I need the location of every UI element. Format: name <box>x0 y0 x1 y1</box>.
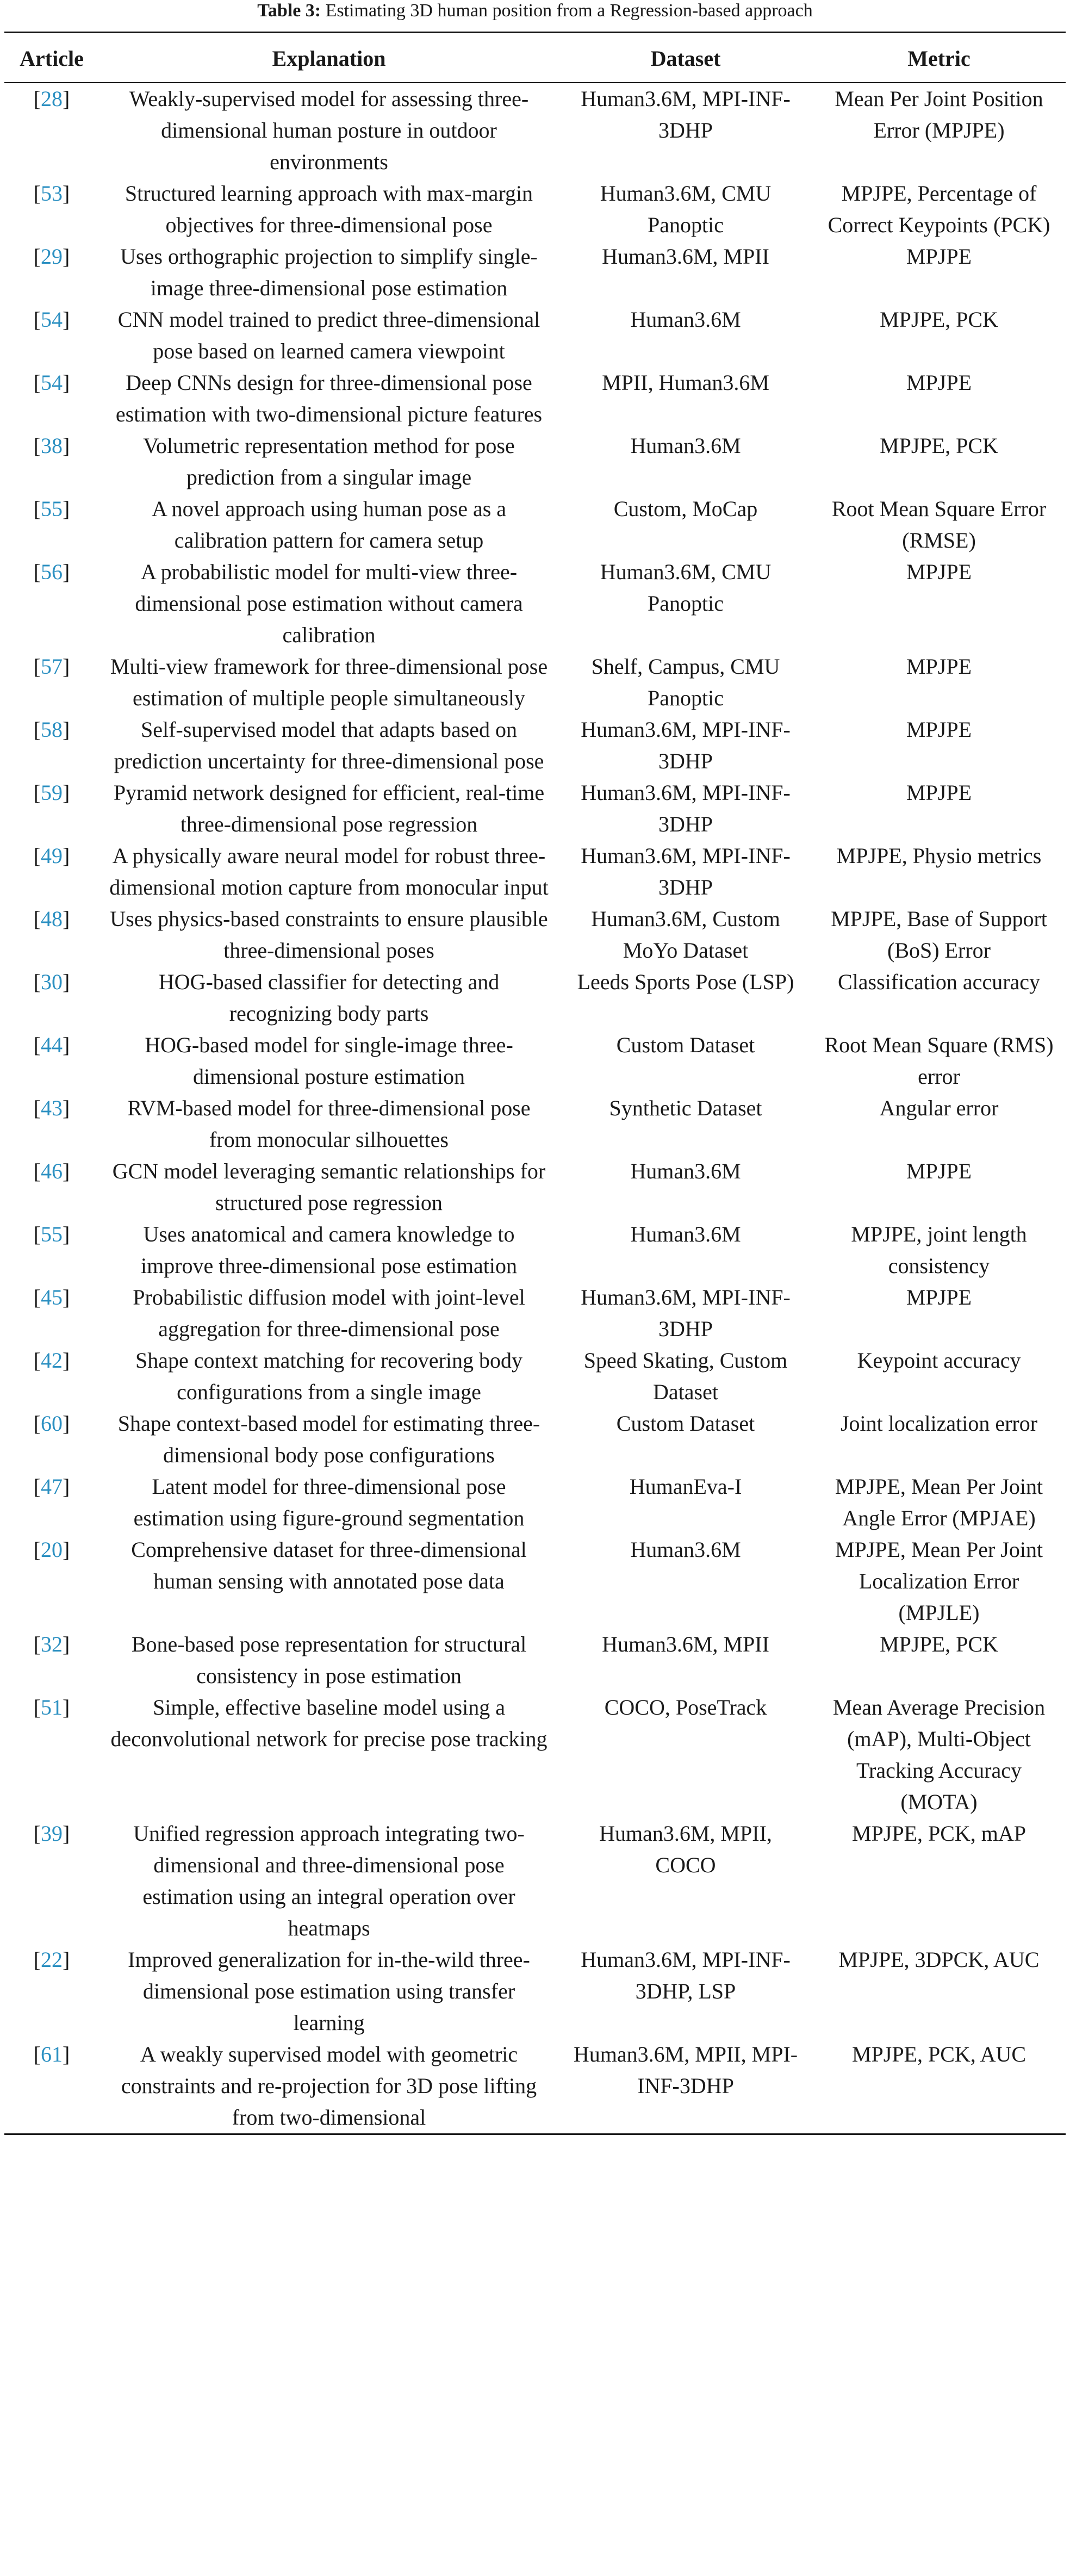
table-row <box>4 1692 1066 1818</box>
table-caption-text: Estimating 3D human position from a Regression-based approach <box>325 1 813 21</box>
dataset-cell: Synthetic Dataset <box>609 1096 762 1120</box>
metric-cell: MPJPE <box>906 1159 972 1183</box>
metric-cell: MPJPE, PCK, mAP <box>851 1821 1027 1846</box>
citation-link[interactable]: 47 <box>41 1474 63 1499</box>
explanation-cell: A weakly supervised model with geometric constraints and re-projection for 3D pose lifting from two-dimensional <box>99 2039 559 2134</box>
article-citation: [54] <box>33 370 70 395</box>
dataset-cell: Human3.6M <box>630 1537 741 1562</box>
dataset-cell: Human3.6M, MPI-INF-3DHP <box>581 86 791 142</box>
explanation-cell: HOG-based model for single-image three-dimensional posture estimation <box>145 1033 513 1089</box>
table-row <box>4 178 1066 241</box>
table-row <box>4 714 1066 777</box>
explanation-cell: A physically aware neural model for robust three-dimensional motion capture from monocular input <box>109 843 549 899</box>
header-explanation: Explanation <box>99 33 559 83</box>
table-row <box>4 1156 1066 1219</box>
table-row <box>4 651 1066 714</box>
article-citation: [30] <box>33 970 70 994</box>
explanation-cell: Shape context matching for recovering body configurations from a single image <box>135 1348 522 1404</box>
metric-cell: MPJPE, 3DPCK, AUC <box>838 1947 1040 1972</box>
citation-link[interactable]: 42 <box>41 1348 63 1373</box>
article-citation: [54] <box>33 307 70 332</box>
table-row <box>4 493 1066 556</box>
metric-cell: MPJPE <box>906 1285 972 1309</box>
article-citation: [20] <box>33 1537 70 1562</box>
citation-link[interactable]: 44 <box>41 1033 63 1057</box>
explanation-cell: A novel approach using human pose as a calibration pattern for camera setup <box>151 496 507 553</box>
metric-cell: MPJPE, Mean Per Joint Angle Error (MPJAE) <box>835 1474 1043 1530</box>
table-row <box>4 2039 1066 2134</box>
explanation-cell: Uses orthographic projection to simplify single-image three-dimensional pose estimation <box>120 244 538 300</box>
dataset-cell: Custom, MoCap <box>613 496 758 521</box>
dataset-cell: Shelf, Campus, CMU Panoptic <box>591 654 780 710</box>
citation-link[interactable]: 54 <box>41 307 63 332</box>
citation-link[interactable]: 39 <box>41 1821 63 1846</box>
explanation-cell: HOG-based classifier for detecting and recognizing body parts <box>158 970 500 1026</box>
table-body <box>4 83 1066 2134</box>
citation-link[interactable]: 32 <box>41 1632 63 1656</box>
article-citation: [53] <box>33 181 70 206</box>
table-row <box>4 83 1066 178</box>
article-citation: [55] <box>33 496 70 521</box>
explanation-cell: A probabilistic model for multi-view three-dimensional pose estimation without camera calibration <box>135 560 523 647</box>
table-row <box>4 1029 1066 1093</box>
citation-link[interactable]: 49 <box>41 843 63 868</box>
citation-link[interactable]: 51 <box>41 1695 63 1720</box>
metric-cell: Classification accuracy <box>837 970 1041 994</box>
explanation-cell: Uses anatomical and camera knowledge to improve three-dimensional pose estimation <box>140 1222 518 1278</box>
table-row <box>4 777 1066 840</box>
metric-cell: Root Mean Square Error (RMSE) <box>831 496 1047 553</box>
dataset-cell: Custom Dataset <box>616 1411 755 1436</box>
metric-cell: Mean Per Joint Position Error (MPJPE) <box>835 86 1043 142</box>
dataset-cell: Human3.6M, CMU Panoptic <box>600 181 772 237</box>
table-row <box>4 367 1066 430</box>
metric-cell: Root Mean Square (RMS) error <box>824 1033 1054 1089</box>
table-row <box>4 1219 1066 1282</box>
header-metric: Metric <box>812 33 1066 83</box>
citation-link[interactable]: 56 <box>41 560 63 584</box>
explanation-cell: CNN model trained to predict three-dimensional pose based on learned camera viewpoint <box>117 307 540 363</box>
table-row <box>4 1093 1066 1156</box>
article-citation: [38] <box>33 433 70 458</box>
citation-link[interactable]: 38 <box>41 433 63 458</box>
article-citation: [56] <box>33 560 70 584</box>
dataset-cell: Custom Dataset <box>616 1033 755 1057</box>
dataset-cell: COCO, PoseTrack <box>604 1695 767 1720</box>
metric-cell: MPJPE, PCK <box>880 433 998 458</box>
dataset-cell: Human3.6M <box>630 1159 741 1183</box>
dataset-cell: Human3.6M, MPII <box>602 1632 769 1656</box>
metric-cell: MPJPE, joint length consistency <box>851 1222 1027 1278</box>
metric-cell: MPJPE, Percentage of Correct Keypoints (PCK) <box>828 181 1050 237</box>
metric-cell: MPJPE <box>906 717 972 742</box>
explanation-cell: Latent model for three-dimensional pose estimation using figure-ground segmentation <box>133 1474 525 1530</box>
dataset-cell: Speed Skating, Custom Dataset <box>583 1348 788 1404</box>
table-row <box>4 1944 1066 2039</box>
metric-cell: MPJPE <box>906 560 972 584</box>
header-article: Article <box>4 33 99 83</box>
article-citation: [32] <box>33 1632 70 1656</box>
article-citation: [55] <box>33 1222 70 1246</box>
dataset-cell: Human3.6M, MPI-INF-3DHP <box>581 780 791 836</box>
metric-cell: MPJPE, PCK <box>880 1632 998 1656</box>
table-row <box>4 966 1066 1029</box>
explanation-cell: Comprehensive dataset for three-dimensional human sensing with annotated pose data <box>131 1537 527 1593</box>
article-citation: [61] <box>4 2039 99 2134</box>
table-row <box>4 556 1066 651</box>
citation-link[interactable]: 30 <box>41 970 63 994</box>
citation-link[interactable]: 60 <box>41 1411 63 1436</box>
article-citation: [57] <box>33 654 70 679</box>
dataset-cell: MPII, Human3.6M <box>602 370 769 395</box>
table-row <box>4 903 1066 966</box>
citation-link[interactable]: 43 <box>41 1096 63 1120</box>
dataset-cell: Human3.6M, MPII, COCO <box>599 1821 772 1877</box>
article-citation: [22] <box>33 1947 70 1972</box>
header-dataset: Dataset <box>559 33 812 83</box>
metric-cell: MPJPE, Physio metrics <box>836 843 1042 868</box>
citation-link[interactable]: 61 <box>41 2042 63 2066</box>
table-row <box>4 1282 1066 1345</box>
explanation-cell: Unified regression approach integrating two-dimensional and three-dimensional pose estimation using an integral operation over heatmaps <box>133 1821 525 1940</box>
explanation-cell: Uses physics-based constraints to ensure plausible three-dimensional poses <box>110 907 548 963</box>
citation-link[interactable]: 46 <box>41 1159 63 1183</box>
dataset-cell: Human3.6M, MPII <box>602 244 769 269</box>
dataset-cell: Human3.6M, MPI-INF-3DHP, LSP <box>581 1947 791 2003</box>
article-citation: [47] <box>33 1474 70 1499</box>
citation-link[interactable]: 55 <box>41 1222 63 1246</box>
article-citation: [28] <box>33 86 70 111</box>
metric-cell: MPJPE, Base of Support (BoS) Error <box>831 907 1047 963</box>
explanation-cell: Probabilistic diffusion model with joint-level aggregation for three-dimensional pose <box>133 1285 525 1341</box>
citation-link[interactable]: 28 <box>41 86 63 111</box>
article-citation: [48] <box>33 907 70 931</box>
table-caption <box>0 0 1070 22</box>
dataset-cell: Human3.6M, Custom MoYo Dataset <box>591 907 780 963</box>
explanation-cell: Pyramid network designed for efficient, real-time three-dimensional pose regression <box>113 780 545 836</box>
citation-link[interactable]: 57 <box>41 654 63 679</box>
citation-link[interactable]: 53 <box>41 181 63 206</box>
dataset-cell: Human3.6M, MPI-INF-3DHP <box>581 1285 791 1341</box>
table-row <box>4 430 1066 493</box>
explanation-cell: RVM-based model for three-dimensional pose from monocular silhouettes <box>127 1096 531 1152</box>
article-citation: [51] <box>33 1695 70 1720</box>
dataset-cell: Human3.6M, MPII, MPI-INF-3DHP <box>559 2039 812 2134</box>
dataset-cell: HumanEva-I <box>629 1474 742 1499</box>
explanation-cell: Multi-view framework for three-dimensional pose estimation of multiple people simultaneously <box>110 654 548 710</box>
table-header-row <box>4 33 1066 83</box>
metric-cell: Angular error <box>879 1096 999 1120</box>
article-citation: [39] <box>33 1821 70 1846</box>
citation-link[interactable]: 20 <box>41 1537 63 1562</box>
explanation-cell: Simple, effective baseline model using a deconvolutional network for precise pose tracking <box>110 1695 548 1751</box>
explanation-cell: Improved generalization for in-the-wild three-dimensional pose estimation using transfer learning <box>128 1947 530 2035</box>
metric-cell: MPJPE <box>906 780 972 805</box>
dataset-cell: Human3.6M <box>630 433 741 458</box>
article-citation: [42] <box>33 1348 70 1373</box>
regression-approach-table <box>4 32 1066 2135</box>
explanation-cell: Structured learning approach with max-margin objectives for three-dimensional pose <box>125 181 533 237</box>
table-caption-label: Table 3: <box>257 1 321 21</box>
metric-cell: MPJPE <box>906 370 972 395</box>
dataset-cell: Human3.6M, MPI-INF-3DHP <box>581 717 791 773</box>
dataset-cell: Human3.6M <box>630 1222 741 1246</box>
article-citation: [46] <box>33 1159 70 1183</box>
dataset-cell: Leeds Sports Pose (LSP) <box>577 970 794 994</box>
citation-link[interactable]: 45 <box>41 1285 63 1309</box>
article-citation: [45] <box>33 1285 70 1309</box>
table-row <box>4 1471 1066 1534</box>
explanation-cell: Self-supervised model that adapts based on prediction uncertainty for three-dimensional pose <box>114 717 544 773</box>
article-citation: [58] <box>33 717 70 742</box>
metric-cell: MPJPE <box>906 244 972 269</box>
citation-link[interactable]: 55 <box>41 496 63 521</box>
citation-link[interactable]: 48 <box>41 907 63 931</box>
dataset-cell: Human3.6M, CMU Panoptic <box>600 560 772 616</box>
metric-cell: MPJPE, PCK <box>880 307 998 332</box>
table-row <box>4 1534 1066 1629</box>
dataset-cell: Human3.6M <box>630 307 741 332</box>
article-citation: [43] <box>33 1096 70 1120</box>
citation-link[interactable]: 22 <box>41 1947 63 1972</box>
citation-link[interactable]: 59 <box>41 780 63 805</box>
explanation-cell: Shape context-based model for estimating three-dimensional body pose configurations <box>117 1411 540 1467</box>
metric-cell: Joint localization error <box>840 1411 1038 1436</box>
article-citation: [29] <box>33 244 70 269</box>
explanation-cell: GCN model leveraging semantic relationships for structured pose regression <box>112 1159 546 1215</box>
citation-link[interactable]: 29 <box>41 244 63 269</box>
citation-link[interactable]: 58 <box>41 717 63 742</box>
table-row <box>4 1345 1066 1408</box>
metric-cell: Keypoint accuracy <box>857 1348 1021 1373</box>
table-row <box>4 241 1066 304</box>
metric-cell: MPJPE, Mean Per Joint Localization Error (MPJLE) <box>835 1537 1043 1625</box>
table-row <box>4 1629 1066 1692</box>
citation-link[interactable]: 54 <box>41 370 63 395</box>
article-citation: [60] <box>33 1411 70 1436</box>
metric-cell: MPJPE <box>906 654 972 679</box>
table-row <box>4 1408 1066 1471</box>
table-row <box>4 1818 1066 1944</box>
article-citation: [44] <box>33 1033 70 1057</box>
explanation-cell: Deep CNNs design for three-dimensional pose estimation with two-dimensional picture features <box>115 370 543 426</box>
explanation-cell: Bone-based pose representation for structural consistency in pose estimation <box>131 1632 527 1688</box>
table-row <box>4 304 1066 367</box>
dataset-cell: Human3.6M, MPI-INF-3DHP <box>581 843 791 899</box>
metric-cell: Mean Average Precision (mAP), Multi-Object Tracking Accuracy (MOTA) <box>832 1695 1046 1814</box>
explanation-cell: Volumetric representation method for pose prediction from a singular image <box>143 433 515 489</box>
article-citation: [49] <box>33 843 70 868</box>
table-row <box>4 840 1066 903</box>
metric-cell: MPJPE, PCK, AUC <box>812 2039 1066 2134</box>
explanation-cell: Weakly-supervised model for assessing three-dimensional human posture in outdoor environments <box>129 86 529 174</box>
article-citation: [59] <box>33 780 70 805</box>
